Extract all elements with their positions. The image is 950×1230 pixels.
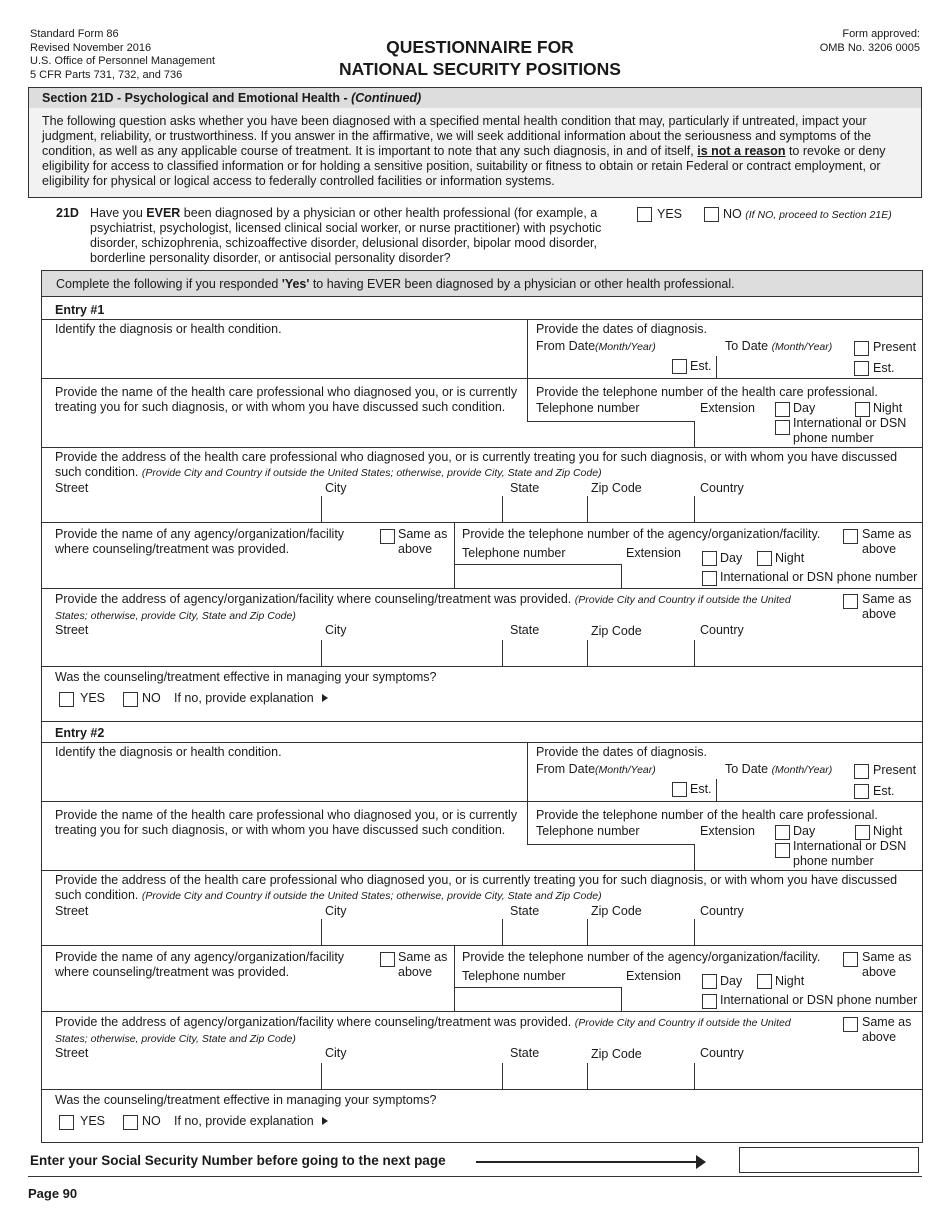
- entry-label: Entry #1: [55, 303, 105, 317]
- ssn-prompt: Enter your Social Security Number before going to the next page: [30, 1153, 446, 1168]
- agency-night-checkbox[interactable]: [757, 974, 772, 989]
- intl-dsn-label: International or DSN phone number: [793, 839, 907, 868]
- form-cfr: 5 CFR Parts 731, 732, and 736: [30, 68, 183, 81]
- prof-address-label: Provide the address of the health care professional who diagnosed you, or is currently treating you for such diagnosis, or with whom you have discussed such condition. (Provide City and Country if outside the United States; otherwise, provide City, State and Zip Code): [55, 873, 898, 902]
- agency-address-same-label: Same as above: [862, 592, 912, 621]
- day-checkbox[interactable]: [775, 402, 790, 417]
- agency-address-same-label: Same as above: [862, 1015, 912, 1044]
- prof-phone-label: Provide the telephone number of the health care professional.: [536, 385, 878, 399]
- zip-label: Zip Code: [591, 481, 642, 495]
- q21d-yes-checkbox[interactable]: [637, 207, 652, 222]
- state-label: State: [510, 623, 540, 637]
- zip-label: Zip Code: [591, 624, 642, 638]
- to-est-checkbox[interactable]: [854, 784, 869, 799]
- complete-instructions-bar: [42, 271, 922, 297]
- day-label: Day: [793, 824, 816, 838]
- effective-no-checkbox[interactable]: [123, 692, 138, 707]
- title-line-1: QUESTIONNAIRE FOR: [386, 37, 574, 57]
- entry-label: Entry #2: [55, 726, 105, 740]
- prof-name-label: Provide the name of the health care professional who diagnosed you, or is currently treating you for such diagnosis, or with whom you have discussed such condition.: [55, 808, 518, 837]
- night-label: Night: [873, 401, 903, 415]
- agency-night-checkbox[interactable]: [757, 551, 772, 566]
- page-title: [280, 36, 680, 80]
- zip-label: Zip Code: [591, 904, 642, 918]
- from-date-label: From Date(Month/Year): [536, 339, 656, 353]
- country-label: Country: [700, 481, 744, 495]
- agency-address-label: Provide the address of agency/organization/facility where counseling/treatment was provided. (Provide City and Country if outside the United States; otherwise, provide City, State and Zip Code): [55, 1015, 791, 1045]
- form-id-block: [30, 28, 215, 82]
- effective-label: Was the counseling/treatment effective in managing your symptoms?: [55, 1093, 437, 1107]
- title-line-2: NATIONAL SECURITY POSITIONS: [339, 59, 621, 79]
- city-label: City: [325, 623, 347, 637]
- entry-1: [0, 300, 950, 720]
- page-number: Page 90: [28, 1186, 78, 1201]
- intl-dsn-checkbox[interactable]: [775, 420, 790, 435]
- zip-label: Zip Code: [591, 1047, 642, 1061]
- extension-label: Extension: [700, 401, 755, 415]
- if-no-label: If no, provide explanation: [174, 1114, 314, 1128]
- agency-extension-label: Extension: [626, 969, 681, 983]
- agency-day-checkbox[interactable]: [702, 551, 717, 566]
- agency-phone-label: Provide the telephone number of the agency/organization/facility.: [462, 527, 821, 541]
- to-est-label: Est.: [873, 361, 895, 375]
- from-est-label: Est.: [690, 782, 712, 796]
- country-label: Country: [700, 623, 744, 637]
- day-checkbox[interactable]: [775, 825, 790, 840]
- agency-name-label: Provide the name of any agency/organization/facility where counseling/treatment was provided.: [55, 527, 345, 556]
- from-est-checkbox[interactable]: [672, 359, 687, 374]
- agency-telephone-label: Telephone number: [462, 969, 566, 983]
- telephone-label: Telephone number: [536, 401, 640, 415]
- agency-extension-label: Extension: [626, 546, 681, 560]
- agency-same-label: Same as above: [398, 527, 448, 556]
- street-label: Street: [55, 623, 89, 637]
- extension-label: Extension: [700, 824, 755, 838]
- agency-address-same-checkbox[interactable]: [843, 1017, 858, 1032]
- agency-day-checkbox[interactable]: [702, 974, 717, 989]
- effective-no-label: NO: [142, 691, 161, 705]
- to-date-label: To Date (Month/Year): [725, 339, 833, 353]
- agency-phone-label: Provide the telephone number of the agency/organization/facility.: [462, 950, 821, 964]
- triangle-right-icon: [322, 1117, 328, 1125]
- agency-night-label: Night: [775, 551, 805, 565]
- state-label: State: [510, 1046, 540, 1060]
- agency-phone-same-checkbox[interactable]: [843, 529, 858, 544]
- dates-label: Provide the dates of diagnosis.: [536, 322, 707, 336]
- day-label: Day: [793, 401, 816, 415]
- agency-intl-checkbox[interactable]: [702, 571, 717, 586]
- dates-label: Provide the dates of diagnosis.: [536, 745, 707, 759]
- agency-phone-same-label: Same as above: [862, 950, 912, 979]
- intl-dsn-checkbox[interactable]: [775, 843, 790, 858]
- diagnosis-input[interactable]: [42, 338, 527, 378]
- effective-no-label: NO: [142, 1114, 161, 1128]
- agency-night-label: Night: [775, 974, 805, 988]
- omb-number: OMB No. 3206 0005: [819, 41, 920, 54]
- present-checkbox[interactable]: [854, 341, 869, 356]
- agency-address-label: Provide the address of agency/organization/facility where counseling/treatment was provided. (Provide City and Country if outside the United States; otherwise, provide City, State and Zip Code): [55, 592, 791, 622]
- form-approved: Form approved:: [842, 28, 920, 40]
- prof-address-label: Provide the address of the health care professional who diagnosed you, or is currently treating you for such diagnosis, or with whom you have discussed such condition. (Provide City and Country if outside the United States; otherwise, provide City, State and Zip Code): [55, 450, 898, 479]
- agency-phone-same-label: Same as above: [862, 527, 912, 556]
- agency-day-label: Day: [720, 974, 743, 988]
- agency-day-label: Day: [720, 551, 743, 565]
- section-title-bar: [28, 87, 922, 109]
- q21d-no-checkbox[interactable]: [704, 207, 719, 222]
- country-label: Country: [700, 1046, 744, 1060]
- agency-name-label: Provide the name of any agency/organization/facility where counseling/treatment was provided.: [55, 950, 345, 979]
- city-label: City: [325, 481, 347, 495]
- city-label: City: [325, 904, 347, 918]
- street-label: Street: [55, 481, 89, 495]
- form-revision: Revised November 2016: [30, 41, 152, 54]
- street-label: Street: [55, 904, 89, 918]
- agency-address-same-checkbox[interactable]: [843, 594, 858, 609]
- effective-label: Was the counseling/treatment effective in managing your symptoms?: [55, 670, 437, 684]
- q21d-no-label: NO (If NO, proceed to Section 21E): [723, 207, 892, 221]
- if-no-label: If no, provide explanation: [174, 691, 314, 705]
- identify-label: Identify the diagnosis or health condition.: [55, 745, 282, 759]
- arrow-line: [476, 1161, 698, 1163]
- intro-emphasis: is not a reason: [697, 144, 786, 158]
- triangle-right-icon: [322, 694, 328, 702]
- section-intro: [28, 108, 922, 198]
- effective-no-checkbox[interactable]: [123, 1115, 138, 1130]
- prof-name-label: Provide the name of the health care professional who diagnosed you, or is currently treating you for such diagnosis, or with whom you have discussed such condition.: [55, 385, 518, 414]
- section-title: Section 21D - Psychological and Emotional Health - (Continued): [42, 91, 422, 105]
- question-text: Have you EVER been diagnosed by a physician or other health professional (for example, a psychiatrist, psychologist, licensed clinical social worker, or nurse practitioner) with psychotic disorder, schizophrenia, schizoaffective disorder, delusional disorder, bipolar mood disorder, borderline personality disorder, or antisocial personality disorder?: [90, 206, 602, 265]
- intro-text: The following question asks whether you have been diagnosed with a specified mental health condition that may, particularly if untreated, impact your judgment, reliability, or trustworthiness. If you answer in the affirmative, we will seek additional information about the seriousness and symptoms of the condition, as well as any applicable course of treatment. It is important to note that any such diagnosis, in and of itself, is not a reason to revoke or deny eligibility for access to classified information or for holding a sensitive position, suitability or fitness to obtain or retain Federal or contract employment, or eligibility for physical or logical access to federally controlled facilities or information systems.: [42, 114, 886, 188]
- to-est-label: Est.: [873, 784, 895, 798]
- footer-divider: [28, 1176, 922, 1177]
- present-checkbox[interactable]: [854, 764, 869, 779]
- entry-2: [0, 723, 950, 1143]
- agency-phone-same-checkbox[interactable]: [843, 952, 858, 967]
- from-date-label: From Date(Month/Year): [536, 762, 656, 776]
- state-label: State: [510, 481, 540, 495]
- intl-dsn-label: International or DSN phone number: [793, 416, 907, 445]
- omb-block: [820, 28, 920, 55]
- complete-instructions: Complete the following if you responded 'Yes' to having EVER been diagnosed by a physician or other health professional.: [56, 277, 735, 291]
- agency-same-checkbox[interactable]: [380, 952, 395, 967]
- diagnosis-input[interactable]: [42, 761, 527, 801]
- form-number: Standard Form 86: [30, 28, 119, 40]
- city-label: City: [325, 1046, 347, 1060]
- agency-telephone-label: Telephone number: [462, 546, 566, 560]
- night-checkbox[interactable]: [855, 825, 870, 840]
- telephone-label: Telephone number: [536, 824, 640, 838]
- from-est-label: Est.: [690, 359, 712, 373]
- to-est-checkbox[interactable]: [854, 361, 869, 376]
- agency-intl-checkbox[interactable]: [702, 994, 717, 1009]
- arrow-right-icon: [696, 1155, 706, 1169]
- night-label: Night: [873, 824, 903, 838]
- effective-yes-checkbox[interactable]: [59, 1115, 74, 1130]
- question-number: 21D: [56, 206, 79, 220]
- effective-yes-label: YES: [80, 1114, 106, 1128]
- country-label: Country: [700, 904, 744, 918]
- present-label: Present: [873, 340, 917, 354]
- to-date-label: To Date (Month/Year): [725, 762, 833, 776]
- from-est-checkbox[interactable]: [672, 782, 687, 797]
- agency-intl-label: International or DSN phone number: [720, 993, 918, 1007]
- agency-same-label: Same as above: [398, 950, 448, 979]
- effective-yes-label: YES: [80, 691, 106, 705]
- form-agency: U.S. Office of Personnel Management: [30, 55, 216, 67]
- present-label: Present: [873, 763, 917, 777]
- prof-phone-label: Provide the telephone number of the health care professional.: [536, 808, 878, 822]
- q21d-yes-label: YES: [657, 207, 683, 221]
- night-checkbox[interactable]: [855, 402, 870, 417]
- effective-yes-checkbox[interactable]: [59, 692, 74, 707]
- state-label: State: [510, 904, 540, 918]
- ssn-input[interactable]: [739, 1147, 919, 1173]
- agency-same-checkbox[interactable]: [380, 529, 395, 544]
- identify-label: Identify the diagnosis or health condition.: [55, 322, 282, 336]
- street-label: Street: [55, 1046, 89, 1060]
- agency-intl-label: International or DSN phone number: [720, 570, 918, 584]
